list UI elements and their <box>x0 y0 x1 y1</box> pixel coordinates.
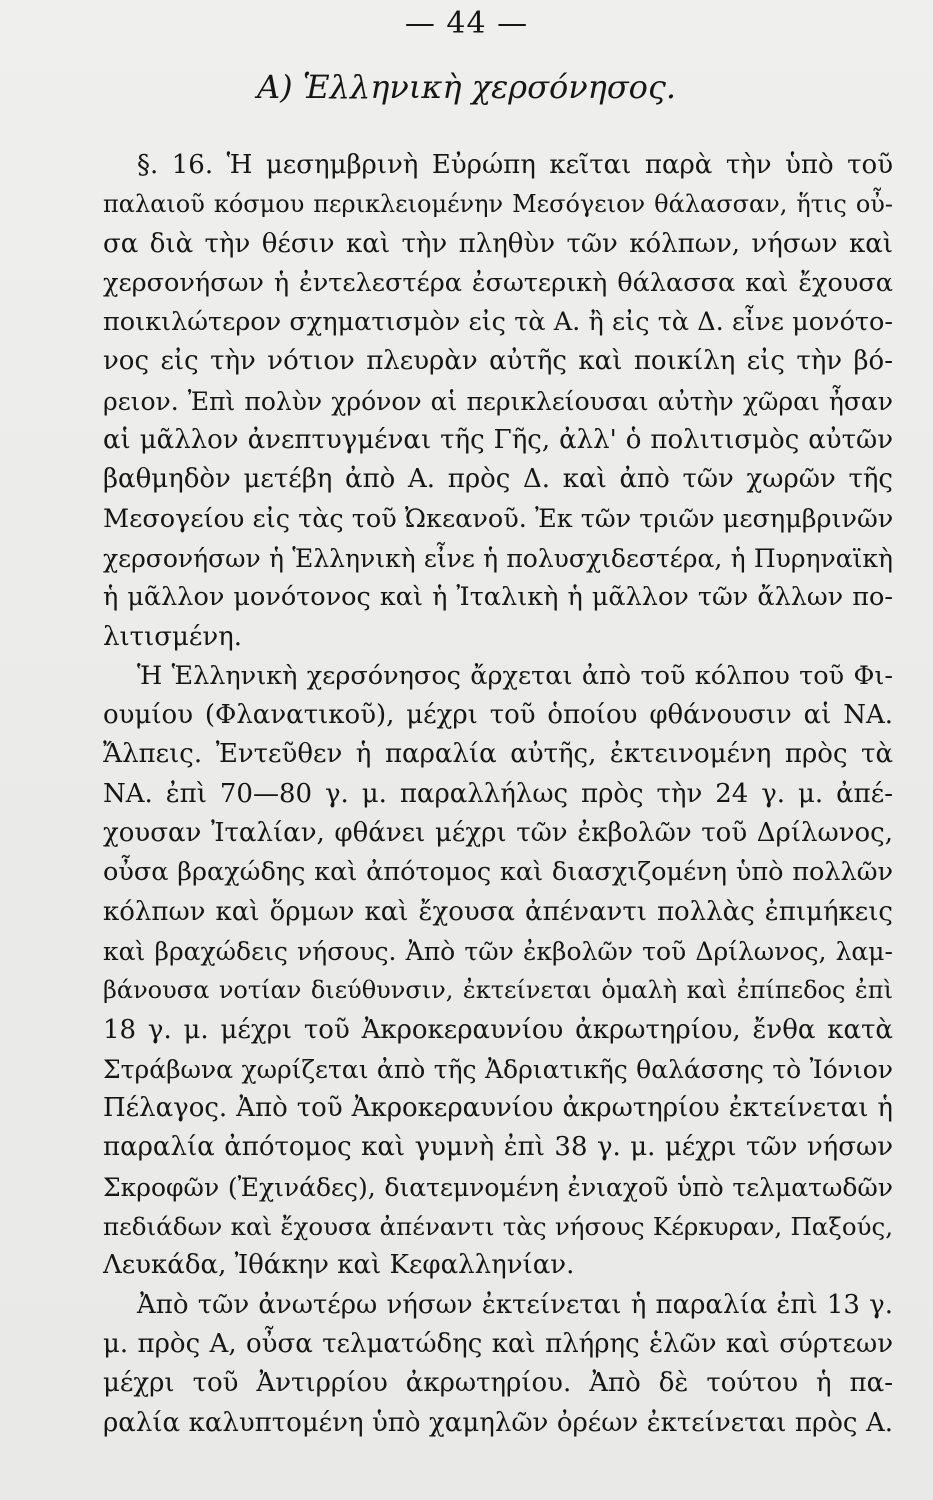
text-line: χερσονήσων ἡ ἐντελεστέρα ἐσωτερικὴ θάλασσα καὶ ἔχουσα <box>103 267 893 298</box>
text-line: 18 γ. μ. μέχρι τοῦ Ἀκροκεραυνίου ἀκρωτηρίου, ἔνθα κατὰ <box>103 1014 893 1045</box>
text-line: παραλία ἀπότομος καὶ γυμνὴ ἐπὶ 38 γ. μ. μέχρι τῶν νήσων <box>103 1132 893 1163</box>
text-line: Στράβωνα χωρίζεται ἀπὸ τῆς Ἀδριατικῆς θαλάσσης τὸ Ἰόνιον <box>103 1054 893 1084</box>
text-line: ουμίου (Φλανατικοῦ), μέχρι τοῦ ὁποίου φθάνουσιν αἱ ΝΑ. <box>103 700 893 731</box>
text-line: ραλία καλυπτομένη ὑπὸ χαμηλῶν ὀρέων ἐκτείνεται πρὸς Α. <box>103 1407 893 1438</box>
text-line: Μεσογείου εἰς τὰς τοῦ Ὠκεανοῦ. Ἐκ τῶν τριῶν μεσημβρινῶν <box>103 503 894 534</box>
section-title: Α) Ἑλληνικὴ χερσόνησος. <box>256 68 677 106</box>
text-line: Ἀπὸ τῶν ἀνωτέρω νήσων ἐκτείνεται ἡ παραλία ἐπὶ 13 γ. <box>137 1289 893 1320</box>
text-line: §. 16. Ἡ μεσημβρινὴ Εὐρώπη κεῖται παρὰ τὴν ὑπὸ τοῦ <box>137 150 893 180</box>
text-line: μέχρι τοῦ Ἀντιρρίου ἀκρωτηρίου. Ἀπὸ δὲ τούτου ἡ πα- <box>103 1368 893 1399</box>
text-line: μ. πρὸς Α, οὖσα τελματώδης καὶ πλήρης ἑλῶν καὶ σύρτεων <box>103 1328 893 1359</box>
text-line: χουσαν Ἰταλίαν, φθάνει μέχρι τῶν ἐκβολῶν τοῦ Δρίλωνος, <box>103 818 893 849</box>
text-line: σα διὰ τὴν θέσιν καὶ τὴν πληθὺν τῶν κόλπων, νήσων καὶ <box>103 228 893 259</box>
text-line: βάνουσα νοτίαν διεύθυνσιν, ἐκτείνεται ὁμαλὴ καὶ ἐπίπεδος ἐπὶ <box>103 976 893 1005</box>
text-line: κόλπων καὶ ὅρμων καὶ ἔχουσα ἀπέναντι πολλὰς ἐπιμήκεις <box>103 896 893 927</box>
text-line: οὖσα βραχώδης καὶ ἀπότομος καὶ διασχιζομένη ὑπὸ πολλῶν <box>103 857 893 888</box>
text-line: Ἡ Ἑλληνικὴ χερσόνησος ἄρχεται ἀπὸ τοῦ κόλπου τοῦ Φι- <box>137 660 893 691</box>
text-line: Ἄλπεις. Ἐντεῦθεν ἡ παραλία αὐτῆς, ἐκτεινομένη πρὸς τὰ <box>103 739 893 770</box>
text-line: Πέλαγος. Ἀπὸ τοῦ Ἀκροκεραυνίου ἀκρωτηρίου ἐκτείνεται ἡ <box>103 1093 893 1124</box>
text-line: παλαιοῦ κόσμου περικλειομένην Μεσόγειον θάλασσαν, ἥτις οὖ- <box>103 190 893 219</box>
text-line: ΝΑ. ἐπὶ 70—80 γ. μ. παραλλήλως πρὸς τὴν 24 γ. μ. ἀπέ- <box>103 778 893 809</box>
text-line: πεδιάδων καὶ ἔχουσα ἀπέναντι τὰς νήσους Κέρκυραν, Παξούς, <box>103 1212 893 1242</box>
text-line: ἡ μᾶλλον μονότονος καὶ ἡ Ἰταλικὴ ἡ μᾶλλον τῶν ἄλλων πο- <box>103 582 893 613</box>
page-number: — 44 — <box>404 6 529 41</box>
text-line: ρειον. Ἐπὶ πολὺν χρόνον αἱ περικλείουσαι αὐτὴν χῶραι ἦσαν <box>103 386 893 416</box>
body-text <box>103 146 893 1443</box>
text-line: λιτισμένη. <box>103 621 243 652</box>
text-line: βαθμηδὸν μετέβη ἀπὸ Α. πρὸς Δ. καὶ ἀπὸ τῶν χωρῶν τῆς <box>103 464 893 495</box>
text-line: χερσονήσων ἡ Ἑλληνικὴ εἶνε ἡ πολυσχιδεστέρα, ἡ Πυρηναϊκὴ <box>103 543 893 573</box>
text-line: Σκροφῶν (Ἐχινάδες), διατεμνομένη ἐνιαχοῦ ὑπὸ τελματωδῶν <box>103 1172 893 1202</box>
text-line: καὶ βραχώδεις νήσους. Ἀπὸ τῶν ἐκβολῶν τοῦ Δρίλωνος, λαμ- <box>103 936 893 966</box>
text-line: ποικιλώτερον σχηματισμὸν εἰς τὰ Α. ἢ εἰς τὰ Δ. εἶνε μονότο- <box>103 307 893 338</box>
text-line: Λευκάδα, Ἰθάκην καὶ Κεφαλληνίαν. <box>103 1250 575 1281</box>
text-line: νος εἰς τὴν νότιον πλευρὰν αὐτῆς καὶ ποικίλη εἰς τὴν βό- <box>103 346 893 377</box>
text-line: αἱ μᾶλλον ἀνεπτυγμέναι τῆς Γῆς, ἀλλ' ὁ πολιτισμὸς αὐτῶν <box>103 425 893 456</box>
